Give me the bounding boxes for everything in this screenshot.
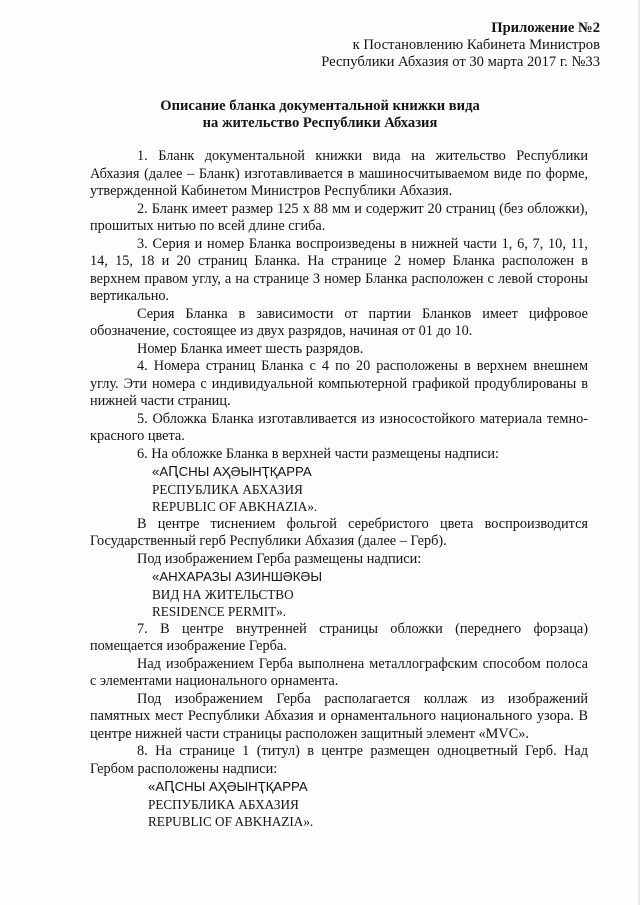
paragraph-3: 3. Серия и номер Бланка воспроизведены в нижней части 1, 6, 7, 10, 11, 14, 15, 18 и 20 страниц Бланка. На странице 2 номер Бланка расположен в верхнем правом углу, а на странице 3 номер Бланка расположен с левой стороны вертикально.: [90, 235, 588, 304]
inscription-line: RESIDENCE PERMIT».: [152, 604, 287, 619]
title-page-inscriptions: [90, 778, 588, 831]
appendix-reference-line: Республики Абхазия от 30 марта 2017 г. №33: [321, 54, 600, 70]
cover-inscriptions: [90, 463, 588, 516]
appendix-reference-line: к Постановлению Кабинета Министров: [352, 37, 600, 53]
paragraph-emblem: В центре тиснением фольгой серебристого цвета воспроизводится Государственный герб Республики Абхазия (далее – Герб).: [90, 515, 588, 549]
paragraph-number: Номер Бланка имеет шесть разрядов.: [137, 340, 364, 357]
paragraph-under-emblem: Под изображением Герба размещены надписи:: [137, 550, 422, 567]
inscription-line: «АԤСНЫ АҲӘЫНҬҚАРРА: [148, 779, 308, 794]
paragraph-1: 1. Бланк документальной книжки вида на жительство Республики Абхазия (далее – Бланк) изготавливается в машиносчитываемом виде по форме, утвержденной Кабинетом Министров Республики Абхазия.: [90, 148, 588, 199]
document-title: [88, 98, 552, 132]
document-body: [90, 148, 588, 831]
paragraph-8: 8. На странице 1 (титул) в центре размещен одноцветный Герб. Над Гербом расположены надписи:: [90, 743, 588, 777]
paragraph-series: Серия Бланка в зависимости от партии Бланков имеет цифровое обозначение, состоящее из двух разрядов, начиная от 01 до 10.: [90, 305, 588, 339]
paragraph-2: 2. Бланк имеет размер 125 х 88 мм и содержит 20 страниц (без обложки), прошитых нитью по всей длине сгиба.: [90, 200, 588, 234]
inscription-line: РЕСПУБЛИКА АБХАЗИЯ: [152, 481, 303, 497]
paragraph-4: 4. Номера страниц Бланка с 4 по 20 расположены в верхнем внешнем углу. Эти номера с индивидуальной компьютерной графикой продублированы в нижней части страниц.: [90, 358, 588, 409]
inscription-line: REPUBLIC OF ABKHAZIA».: [152, 499, 318, 514]
inscription-line: ВИД НА ЖИТЕЛЬСТВО: [152, 586, 294, 602]
paragraph-collage: Под изображением Герба располагается коллаж из изображений памятных мест Республики Абхазия и орнаментального национального узора. В центре нижней части страницы расположен защитный элемент «MVC».: [90, 690, 588, 742]
document-title-line: Описание бланка документальной книжки вида: [160, 98, 480, 114]
paragraph-ornament: Над изображением Герба выполнена металлографским способом полоса с элементами национального орнамента.: [90, 655, 588, 689]
appendix-header: [321, 20, 600, 71]
inscription-line: «АԤСНЫ АҲӘЫНҬҚАРРА: [152, 464, 312, 479]
appendix-title: Приложение №2: [491, 20, 600, 36]
paragraph-7: 7. В центре внутренней страницы обложки (переднего форзаца) помещается изображение Герба.: [90, 620, 588, 654]
emblem-inscriptions: [90, 568, 588, 621]
inscription-line: РЕСПУБЛИКА АБХАЗИЯ: [148, 796, 299, 812]
paragraph-6: 6. На обложке Бланка в верхней части размещены надписи:: [137, 445, 499, 462]
inscription-line: REPUBLIC OF ABKHAZIA».: [148, 814, 314, 829]
paragraph-5: 5. Обложка Бланка изготавливается из износостойкого материала темно-красного цвета.: [90, 410, 588, 444]
inscription-line: «АНХАРАЗЫ АЗИНШӘКӘЫ: [152, 569, 323, 584]
document-title-line: на жительство Республики Абхазия: [202, 115, 438, 131]
